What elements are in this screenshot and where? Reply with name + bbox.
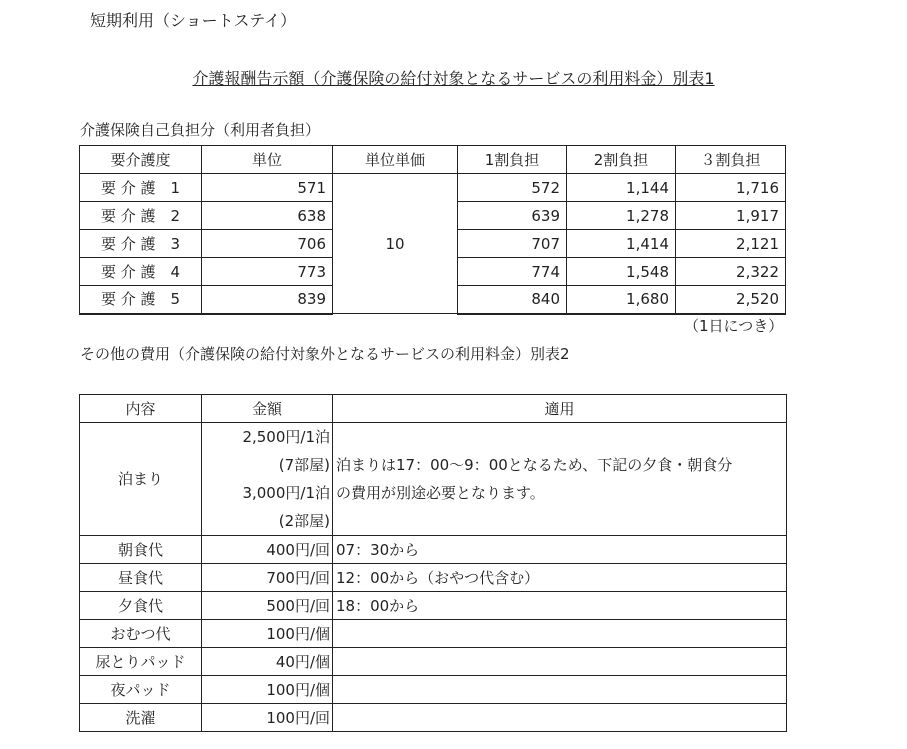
stay-amount-line: 3,000円/1泊	[242, 484, 330, 502]
table-row	[80, 174, 786, 202]
fee-item-label: 夜パッド	[80, 676, 202, 704]
fee-item-description	[333, 704, 787, 732]
fee-20pct: 1,144	[567, 174, 676, 202]
other-fees-table	[79, 394, 787, 732]
fee-30pct: 2,322	[676, 258, 786, 286]
care-level: 要 介 護 4	[80, 258, 202, 286]
fee-item-description: 12：00から（おやつ代含む）	[333, 564, 787, 592]
table-row	[80, 592, 787, 620]
fee-item-description	[333, 676, 787, 704]
fee-item-amount: 500円/回	[202, 592, 333, 620]
fee-item-description	[333, 648, 787, 676]
fee-10pct: 840	[458, 286, 567, 314]
fee-item-label: 尿とりパッド	[80, 648, 202, 676]
stay-description-line: の費用が別途必要となります。	[336, 484, 545, 502]
table-row	[80, 676, 787, 704]
units-value: 773	[202, 258, 333, 286]
fee-item-description: 07：30から	[333, 536, 787, 564]
fee-item-label: 昼食代	[80, 564, 202, 592]
table-row	[80, 423, 787, 536]
header-application: 適用	[333, 395, 787, 423]
table-header-row	[80, 146, 786, 174]
fee-item-label: 夕食代	[80, 592, 202, 620]
stay-description	[333, 423, 787, 536]
header-content: 内容	[80, 395, 202, 423]
table-row	[80, 648, 787, 676]
fee-20pct: 1,548	[567, 258, 676, 286]
fee-item-amount: 100円/回	[202, 704, 333, 732]
header-unit-price: 単位単価	[333, 146, 458, 174]
units-value: 839	[202, 286, 333, 314]
fee-item-label: 洗濯	[80, 704, 202, 732]
main-heading-text: 介護報酬告示額（介護保険の給付対象となるサービスの利用料金）別表1	[192, 69, 715, 88]
header-units: 単位	[202, 146, 333, 174]
units-value: 638	[202, 202, 333, 230]
table-row	[80, 620, 787, 648]
care-fee-table	[79, 145, 786, 315]
fee-item-amount: 100円/個	[202, 676, 333, 704]
fee-10pct: 572	[458, 174, 567, 202]
fee-20pct: 1,278	[567, 202, 676, 230]
table-header-row	[80, 395, 787, 423]
care-level: 要 介 護 3	[80, 230, 202, 258]
fee-20pct: 1,680	[567, 286, 676, 314]
fee-30pct: 2,520	[676, 286, 786, 314]
fee-item-amount: 700円/回	[202, 564, 333, 592]
fee-20pct: 1,414	[567, 230, 676, 258]
stay-amount	[202, 423, 333, 536]
table-row	[80, 536, 787, 564]
fee-30pct: 2,121	[676, 230, 786, 258]
section1-title: 介護保険自己負担分（利用者負担）	[80, 121, 321, 139]
table-row	[80, 704, 787, 732]
stay-description-line: 泊まりは17：00～9：00となるため、下記の夕食・朝食分	[336, 456, 733, 474]
care-level: 要 介 護 2	[80, 202, 202, 230]
stay-amount-line: (7部屋)	[278, 456, 330, 474]
header-amount: 金額	[202, 395, 333, 423]
stay-label: 泊まり	[80, 423, 202, 536]
fee-30pct: 1,917	[676, 202, 786, 230]
fee-item-amount: 40円/個	[202, 648, 333, 676]
header-10pct: 1割負担	[458, 146, 567, 174]
fee-10pct: 774	[458, 258, 567, 286]
care-level: 要 介 護 1	[80, 174, 202, 202]
stay-amount-line: 2,500円/1泊	[242, 428, 330, 446]
header-30pct: ３割負担	[676, 146, 786, 174]
fee-10pct: 639	[458, 202, 567, 230]
fee-item-label: 朝食代	[80, 536, 202, 564]
section2-title: その他の費用（介護保険の給付対象外となるサービスの利用料金）別表2	[80, 345, 570, 363]
document-title: 短期利用（ショートステイ）	[90, 11, 297, 30]
fee-item-amount: 100円/個	[202, 620, 333, 648]
main-heading	[0, 66, 907, 89]
unit-price-value: 10	[333, 174, 458, 314]
units-value: 571	[202, 174, 333, 202]
stay-amount-line: (2部屋)	[278, 512, 330, 530]
per-day-note: （1日につき）	[684, 317, 784, 335]
table-row	[80, 564, 787, 592]
fee-30pct: 1,716	[676, 174, 786, 202]
units-value: 706	[202, 230, 333, 258]
fee-item-label: おむつ代	[80, 620, 202, 648]
fee-item-amount: 400円/回	[202, 536, 333, 564]
header-20pct: 2割負担	[567, 146, 676, 174]
header-care-level: 要介護度	[80, 146, 202, 174]
fee-item-description	[333, 620, 787, 648]
fee-item-description: 18：00から	[333, 592, 787, 620]
fee-10pct: 707	[458, 230, 567, 258]
care-level: 要 介 護 5	[80, 286, 202, 314]
